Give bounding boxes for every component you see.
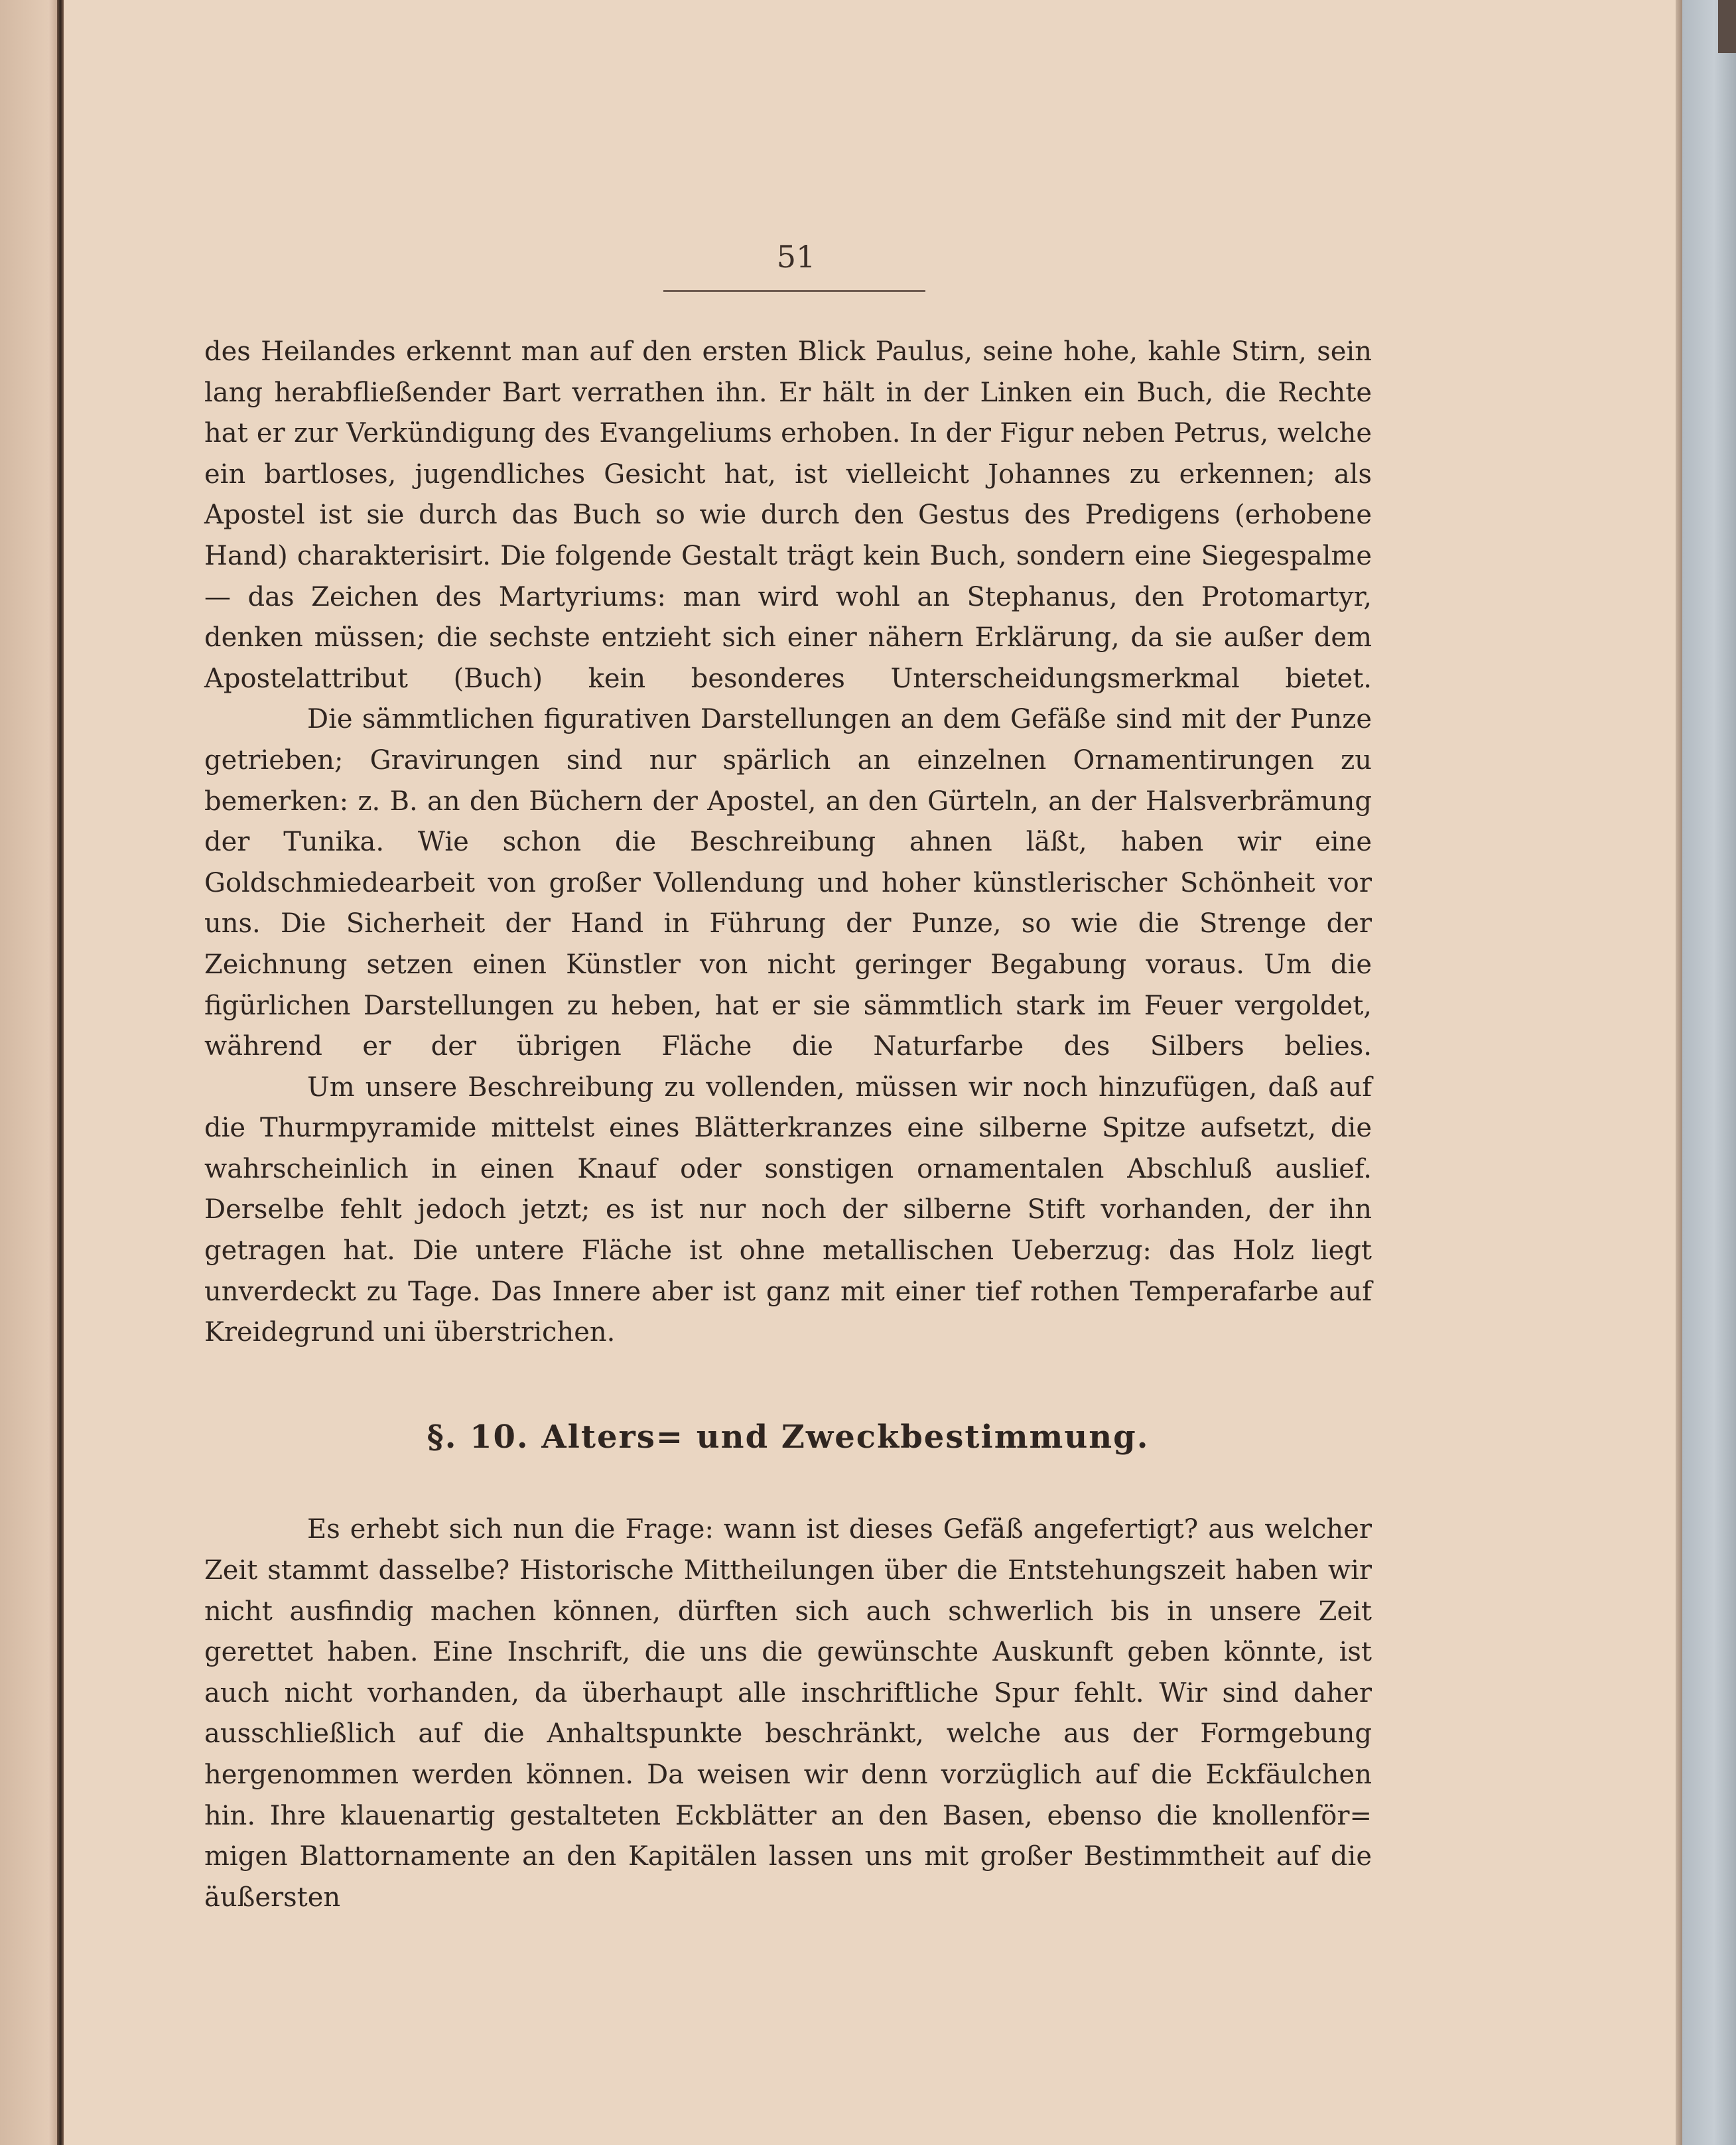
book-gutter bbox=[57, 0, 64, 2145]
paragraph-2: Die sämmtlichen figurativen Darstellungen an dem Gefäße sind mit der Punze getrieben; Gravirungen sind nur spärlich an einzelnen Ornamentirungen zu bemerken: z. B. an den Büchern der Apostel, an den Gürteln, an der Halsverbrämung der Tunika. Wie schon die Beschreibung ahnen läßt, haben wir eine Goldschmiedearbeit von großer Vollendung und hoher künstlerischer Schönheit vor uns. Die Sicherheit der Hand in Führung der Punze, so wie die Strenge der Zeichnung setzen einen Künstler von nicht geringer Begabung voraus. Um die figürlichen Darstellungen zu heben, hat er sie sämmtlich stark im Feuer vergoldet, während er der übrigen Fläche die Naturfarbe des Silbers belies. bbox=[204, 704, 1372, 1062]
cover-board bbox=[1682, 0, 1736, 2145]
section-paragraph: Es erhebt sich nun die Frage: wann ist dieses Gefäß angefertigt? aus welcher Zeit stammt dasselbe? Historische Mittheilungen über die Entstehungszeit haben wir nicht ausfindig machen können, dürften sich auch schwerlich bis in unsere Zeit gerettet haben. Eine Inschrift, die uns die gewünschte Auskunft geben könnte, ist auch nicht vorhanden, da überhaupt alle inschriftliche Spur fehlt. Wir sind daher ausschließlich auf die Anhaltspunkte beschränkt, welche aus der Formgebung hergenommen werden können. Da weisen wir denn vorzüglich auf die Eckfäulchen hin. Ihre klauenartig gestalteten Eckblätter an den Basen, ebenso die knollenför= migen Blattornamente an den Kapitälen lassen uns mit großer Bestimmtheit auf die äußersten bbox=[204, 1514, 1372, 1913]
facing-page-edge bbox=[0, 0, 61, 2145]
body-text bbox=[204, 332, 1372, 1918]
paragraph-1: des Heilandes erkennt man auf den ersten Blick Paulus, seine hohe, kahle Stirn, sein lang herabfließender Bart verrathen ihn. Er hält in der Linken ein Buch, die Rechte hat er zur Verkündigung des Evangeliums erhoben. In der Figur neben Petrus, welche ein bartloses, jugendliches Gesicht hat, ist vielleicht Johannes zu erkennen; als Apostel ist sie durch das Buch so wie durch den Gestus des Predigens (erhobene Hand) charakterisirt. Die folgende Gestalt trägt kein Buch, sondern eine Siegespalme — das Zeichen des Martyriums: man wird wohl an Stephanus, den Protomartyr, denken müssen; die sechste entzieht sich einer nähern Erklärung, da sie außer dem Apostelattribut (Buch) kein besonderes Unterscheidungsmerkmal bietet. bbox=[204, 336, 1372, 694]
paragraph-3: Um unsere Beschreibung zu vollenden, müssen wir noch hinzufügen, daß auf die Thurmpyramide mittelst eines Blätterkranzes eine silberne Spitze aufsetzt, die wahrscheinlich in einen Knauf oder sonstigen ornamentalen Abschluß auslief. Derselbe fehlt jedoch jetzt; es ist nur noch der silberne Stift vorhanden, der ihn getragen hat. Die untere Fläche ist ohne metallischen Ueberzug: das Holz liegt unverdeckt zu Tage. Das Innere aber ist ganz mit einer tief rothen Temperafarbe auf Kreidegrund uni überstrichen. bbox=[204, 1072, 1372, 1348]
page-number: 51 bbox=[776, 239, 816, 275]
section-heading: §. 10. Alters= und Zweckbestimmung. bbox=[427, 1418, 1150, 1456]
header-rule bbox=[663, 290, 925, 292]
page-edge-shadow bbox=[1676, 0, 1682, 2145]
cover-board-corner bbox=[1718, 0, 1736, 53]
